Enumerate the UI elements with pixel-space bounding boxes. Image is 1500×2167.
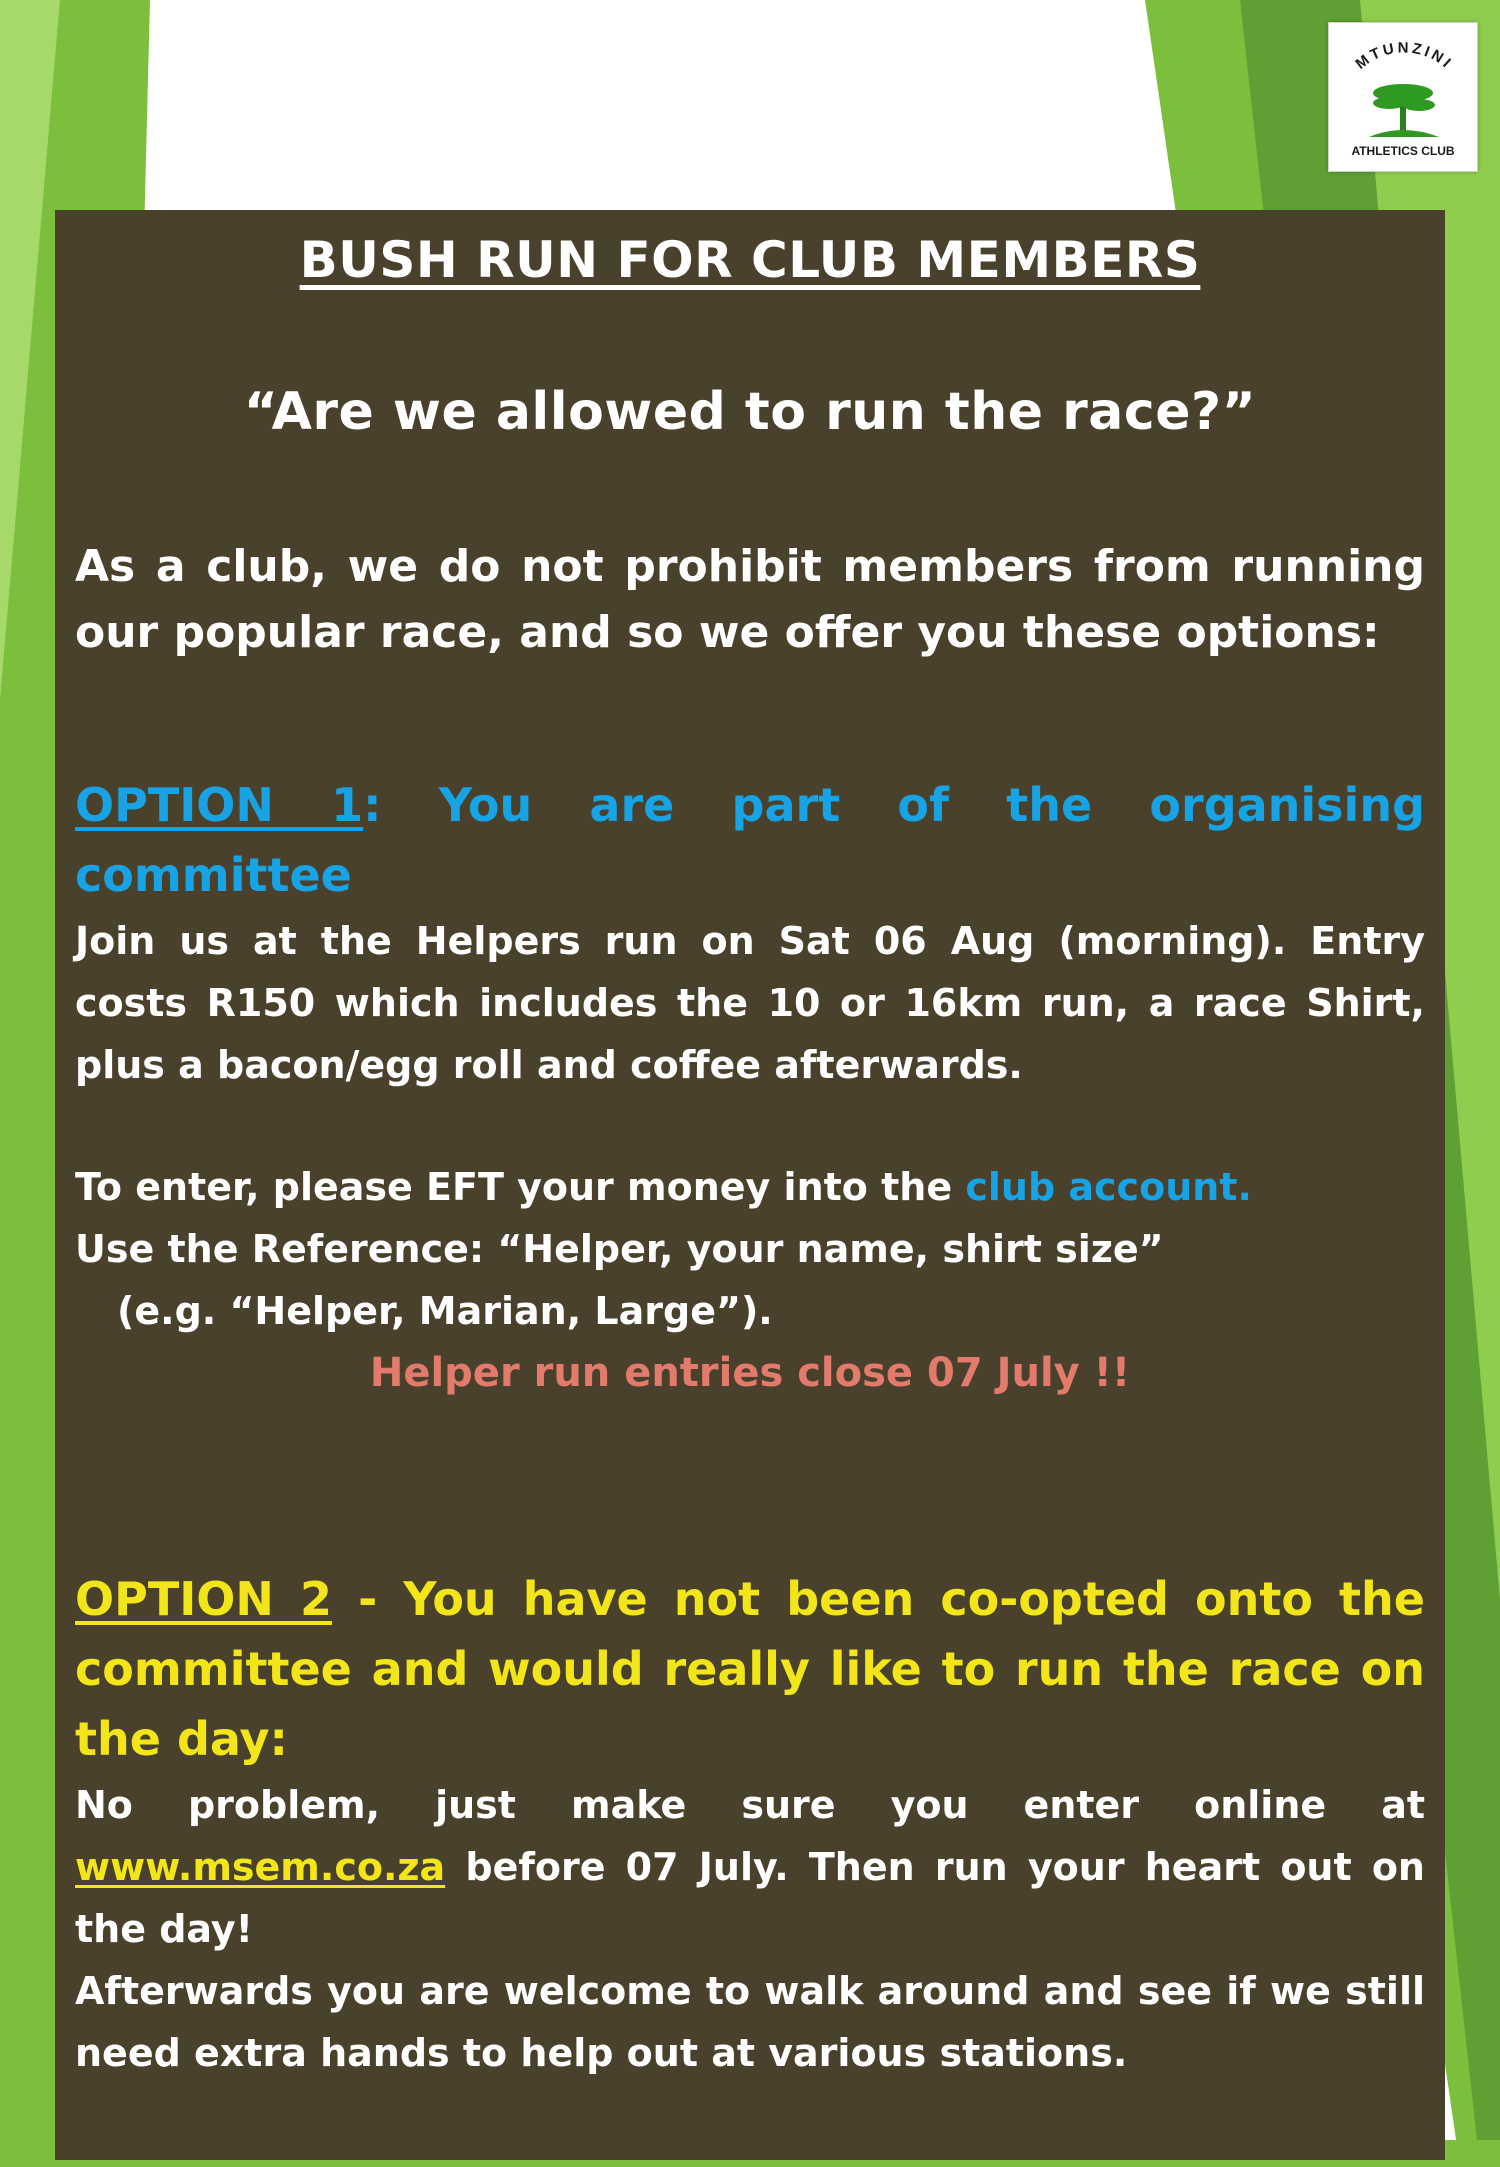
option1-enter-line <box>75 1156 1425 1218</box>
logo-top-text: MTUNZINI <box>1352 39 1457 73</box>
option1-body: Join us at the Helpers run on Sat 06 Aug (morning). Entry costs R150 which includes the 10 or 16km run, a race Shirt, plus a bacon/egg roll and coffee afterwards. <box>75 919 1425 1087</box>
option2-body-prefix: No problem, just make sure you enter online at <box>75 1783 1425 1827</box>
tree-logo-icon <box>1329 23 1477 171</box>
option1-heading-text: : You are part of the organising committee <box>75 778 1425 902</box>
option1-label: OPTION 1 <box>75 778 364 832</box>
option2-heading <box>75 1564 1425 1774</box>
page-title: BUSH RUN FOR CLUB MEMBERS <box>299 231 1201 289</box>
logo-bottom-text: ATHLETICS CLUB <box>1351 144 1455 158</box>
option2-body <box>75 1774 1425 1960</box>
example-line: (e.g. “Helper, Marian, Large”). <box>117 1289 773 1333</box>
option2-body-suffix: before 07 July. Then run your heart out on the day! <box>75 1845 1425 1951</box>
enter-text: To enter, please EFT your money into the <box>75 1165 966 1209</box>
afterwards-paragraph: Afterwards you are welcome to walk around and see if we still need extra hands to help out at various stations. <box>75 1969 1425 2075</box>
intro-paragraph: As a club, we do not prohibit members from running our popular race, and so we offer you these options: <box>75 541 1425 658</box>
entries-close-notice: Helper run entries close 07 July !! <box>369 1350 1131 1396</box>
reference-line: Use the Reference: “Helper, your name, shirt size” <box>75 1227 1164 1271</box>
option2-label: OPTION 2 <box>75 1572 332 1626</box>
question-heading: “Are we allowed to run the race?” <box>243 382 1257 442</box>
club-account-link[interactable]: club account. <box>965 1165 1252 1209</box>
option1-heading <box>75 770 1425 910</box>
option2-heading-text: - You have not been co-opted onto the committee and would really like to run the race on the day: <box>75 1572 1425 1766</box>
content-panel <box>55 210 1445 2160</box>
msem-website-link[interactable]: www.msem.co.za <box>75 1845 446 1889</box>
svg-text:MTUNZINI <box>1352 39 1456 72</box>
club-logo <box>1328 22 1478 172</box>
